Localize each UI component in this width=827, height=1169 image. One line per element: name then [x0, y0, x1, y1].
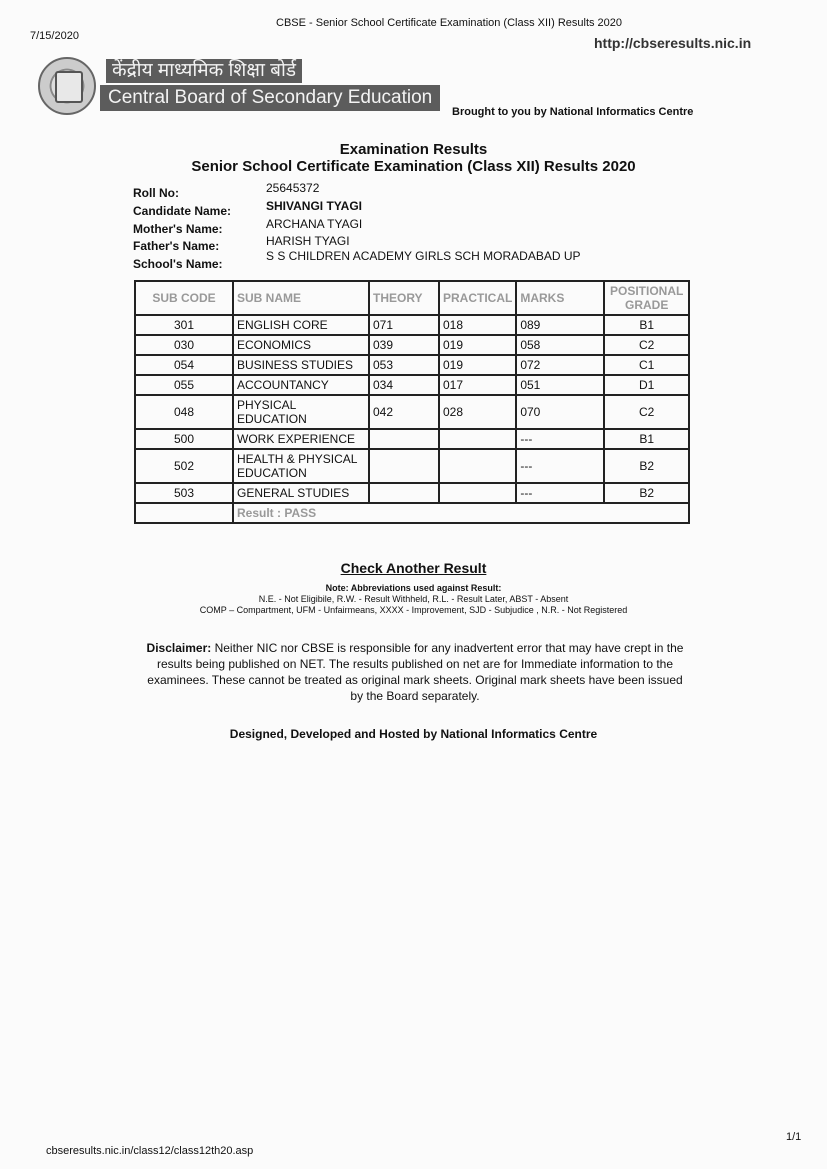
- table-row: [135, 483, 689, 503]
- cell-marks: 089: [516, 315, 604, 335]
- disclaimer-label: Disclaimer:: [146, 641, 212, 655]
- exam-heading: Examination Results: [339, 141, 488, 158]
- mother-name-label: Mother's Name:: [133, 222, 223, 236]
- cell-grade: B2: [604, 483, 689, 503]
- cell-grade: B2: [604, 449, 689, 483]
- cell-sub-code: 048: [135, 395, 233, 429]
- table-row: [135, 355, 689, 375]
- father-name-label: Father's Name:: [133, 239, 220, 253]
- cell-sub-code: 502: [135, 449, 233, 483]
- table-header-row: [135, 281, 689, 315]
- cell-sub-code: 054: [135, 355, 233, 375]
- table-row: [135, 395, 689, 429]
- marks-table: [134, 280, 690, 524]
- cell-marks: 051: [516, 375, 604, 395]
- cell-theory: [369, 449, 439, 483]
- note-line-2: COMP – Compartment, UFM - Unfairmeans, XXXX - Improvement, SJD - Subjudice , N.R. - Not Registered: [199, 605, 628, 615]
- cell-grade: C2: [604, 395, 689, 429]
- banner-hindi: केंद्रीय माध्यमिक शिक्षा बोर्ड: [106, 59, 302, 83]
- exam-subheading: Senior School Certificate Examination (Class XII) Results 2020: [191, 158, 636, 175]
- cbse-logo: [38, 57, 96, 115]
- cell-sub-code: 301: [135, 315, 233, 335]
- designed-by: Designed, Developed and Hosted by National Informatics Centre: [229, 727, 598, 741]
- cell-sub-name: ECONOMICS: [233, 335, 369, 355]
- cell-practical: 019: [439, 355, 516, 375]
- result-label: Result :: [237, 506, 282, 520]
- school-name-value: S S CHILDREN ACADEMY GIRLS SCH MORADABAD UP: [266, 249, 581, 263]
- cell-theory: 034: [369, 375, 439, 395]
- cell-grade: C2: [604, 335, 689, 355]
- check-another-link[interactable]: Check Another Result: [340, 560, 487, 576]
- table-row: [135, 449, 689, 483]
- result-spacer: [135, 503, 233, 523]
- table-row: [135, 315, 689, 335]
- disclaimer: [140, 640, 690, 704]
- cell-practical: 017: [439, 375, 516, 395]
- cell-sub-code: 030: [135, 335, 233, 355]
- cell-sub-name: ENGLISH CORE: [233, 315, 369, 335]
- cell-sub-name: BUSINESS STUDIES: [233, 355, 369, 375]
- brought-by: Brought to you by National Informatics Centre: [452, 106, 694, 118]
- cell-practical: [439, 483, 516, 503]
- note-title: Note: Abbreviations used against Result:: [325, 583, 502, 593]
- cell-sub-code: 503: [135, 483, 233, 503]
- cell-sub-name: PHYSICAL EDUCATION: [233, 395, 369, 429]
- cell-marks: 058: [516, 335, 604, 355]
- header-marks: MARKS: [516, 281, 604, 315]
- cell-theory: 039: [369, 335, 439, 355]
- cell-sub-name: WORK EXPERIENCE: [233, 429, 369, 449]
- cbse-banner: [100, 57, 480, 113]
- disclaimer-text: Neither NIC nor CBSE is responsible for any inadvertent error that may have crept in the results being published on NET. The results published on net are for Immediate information to the examinees. These cannot be treated as original mark sheets. Original mark sheets have been issued by the Board separately.: [147, 641, 684, 703]
- note-line-1: N.E. - Not Eligibile, R.W. - Result Withheld, R.L. - Result Later, ABST - Absent: [258, 594, 569, 604]
- table-row: [135, 375, 689, 395]
- table-row: [135, 335, 689, 355]
- cell-theory: 053: [369, 355, 439, 375]
- print-footer-url: cbseresults.nic.in/class12/class12th20.asp: [46, 1145, 254, 1157]
- header-sub-name: SUB NAME: [233, 281, 369, 315]
- cell-practical: 028: [439, 395, 516, 429]
- cell-practical: 019: [439, 335, 516, 355]
- print-date: 7/15/2020: [30, 30, 79, 42]
- header-theory: THEORY: [369, 281, 439, 315]
- roll-value: 25645372: [266, 181, 320, 195]
- roll-label: Roll No:: [133, 186, 179, 200]
- cell-grade: D1: [604, 375, 689, 395]
- header-grade: POSITIONAL GRADE: [604, 281, 689, 315]
- result-value: PASS: [284, 506, 317, 520]
- candidate-name-label: Candidate Name:: [133, 204, 232, 218]
- cell-marks: 070: [516, 395, 604, 429]
- cell-theory: [369, 483, 439, 503]
- cell-marks: ---: [516, 449, 604, 483]
- cell-sub-name: HEALTH & PHYSICAL EDUCATION: [233, 449, 369, 483]
- cell-theory: [369, 429, 439, 449]
- print-page-number: 1/1: [786, 1131, 802, 1143]
- cell-theory: 042: [369, 395, 439, 429]
- site-url[interactable]: http://cbseresults.nic.in: [594, 35, 752, 51]
- cell-marks: ---: [516, 483, 604, 503]
- cell-grade: B1: [604, 315, 689, 335]
- cell-practical: 018: [439, 315, 516, 335]
- header-sub-code: SUB CODE: [135, 281, 233, 315]
- emblem-icon: [55, 71, 83, 103]
- mother-name-value: ARCHANA TYAGI: [266, 217, 363, 231]
- cell-sub-code: 500: [135, 429, 233, 449]
- result-row: [135, 503, 689, 523]
- table-row: [135, 429, 689, 449]
- cell-grade: B1: [604, 429, 689, 449]
- cell-practical: [439, 429, 516, 449]
- cell-sub-name: GENERAL STUDIES: [233, 483, 369, 503]
- cell-marks: 072: [516, 355, 604, 375]
- father-name-value: HARISH TYAGI: [266, 234, 350, 248]
- cell-grade: C1: [604, 355, 689, 375]
- cell-sub-code: 055: [135, 375, 233, 395]
- cell-sub-name: ACCOUNTANCY: [233, 375, 369, 395]
- candidate-name-value: SHIVANGI TYAGI: [266, 199, 363, 213]
- cell-theory: 071: [369, 315, 439, 335]
- header-practical: PRACTICAL: [439, 281, 516, 315]
- school-name-label: School's Name:: [133, 257, 223, 271]
- banner-english: Central Board of Secondary Education: [100, 85, 440, 111]
- cell-marks: ---: [516, 429, 604, 449]
- print-title: CBSE - Senior School Certificate Examination (Class XII) Results 2020: [276, 17, 623, 29]
- result-cell: [233, 503, 689, 523]
- cell-practical: [439, 449, 516, 483]
